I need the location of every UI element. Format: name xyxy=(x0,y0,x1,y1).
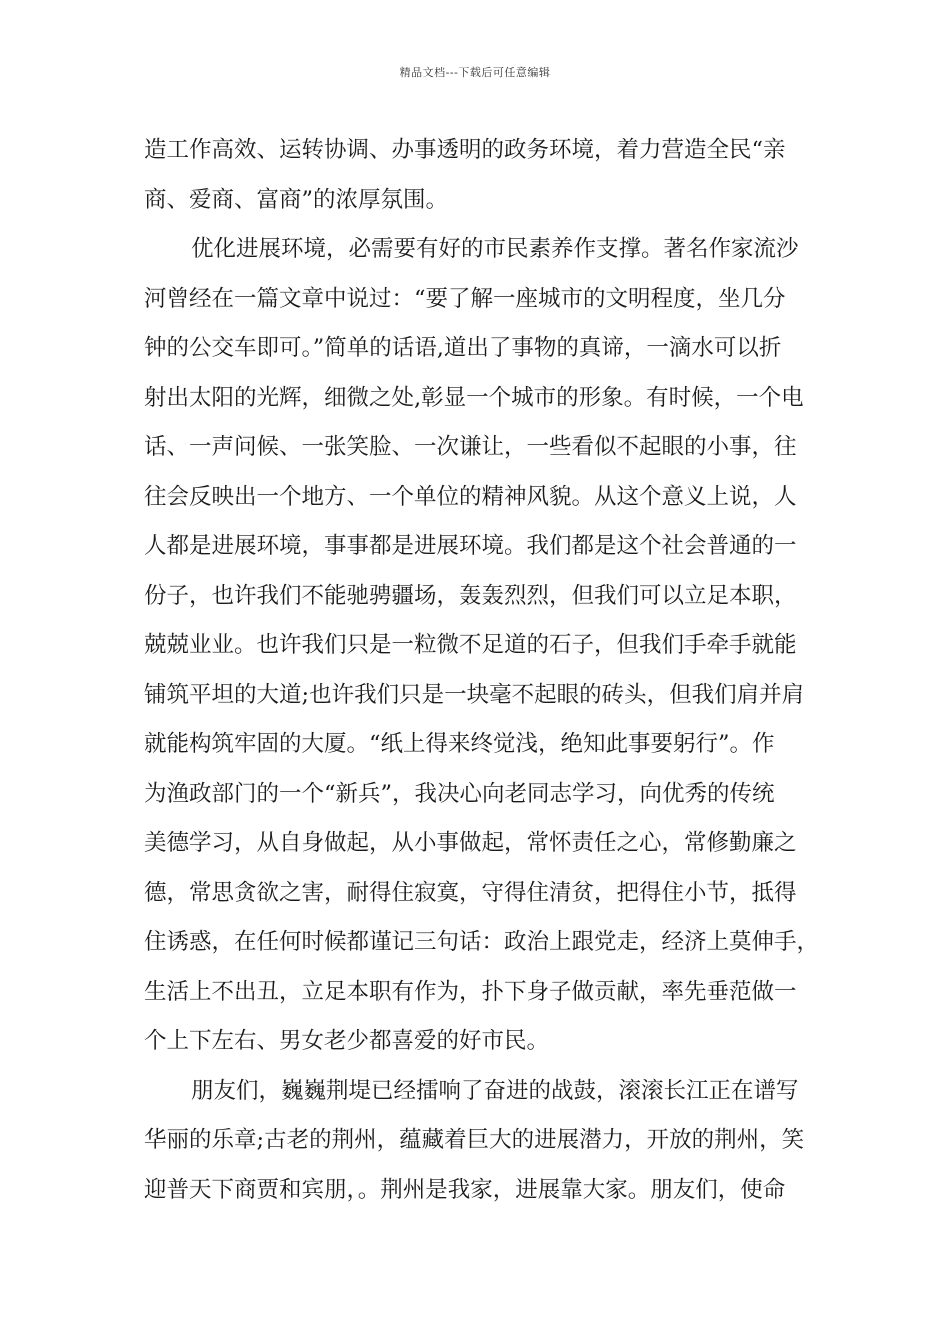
text-line: 德，常思贪欲之害，耐得住寂寞，守得住清贫，把得住小节，抵得 xyxy=(144,879,797,906)
text-line: 美德学习，从自身做起，从小事做起，常怀责任之心，常修勤廉之 xyxy=(144,830,797,856)
text-line: 兢兢业业。也许我们只是一粒微不足道的石子，但我们手牵手就能 xyxy=(144,632,797,658)
text-line: 个上下左右、男女老少都喜爱的好市民。 xyxy=(144,1028,550,1054)
paragraph xyxy=(144,126,814,225)
text-line: 朋友们，巍巍荆堤已经擂响了奋进的战鼓，滚滚长江正在谱写 xyxy=(191,1077,799,1104)
text-line: 人都是进展环境，事事都是进展环境。我们都是这个社会普通的一 xyxy=(144,533,797,559)
text-line: 就能构筑牢固的大厦。“纸上得来终觉浅，绝知此事要躬行”。作 xyxy=(144,731,775,757)
paragraph xyxy=(144,225,820,1067)
text-line: 住诱惑，在任何时候都谨记三句话：政治上跟党走，经济上莫伸手， xyxy=(144,929,820,955)
page-header: 精品文档---下载后可任意编辑 xyxy=(399,66,551,79)
text-line: 话、一声问候、一张笑脸、一次谦让，一些看似不起眼的小事，往 xyxy=(144,434,797,460)
text-line: 优化进展环境，必需要有好的市民素养作支撑。著名作家流沙 xyxy=(191,236,799,262)
text-line: 造工作高效、运转协调、办事透明的政务环境，着力营造全民“亲 xyxy=(144,137,786,163)
text-line: 商、爱商、富商”的浓厚氛围。 xyxy=(144,186,449,213)
text-line: 华丽的乐章;古老的荆州，蕴藏着巨大的进展潜力，开放的荆州，笑 xyxy=(144,1127,805,1153)
text-line: 迎普天下商贾和宾朋，。荆州是我家，进展靠大家。朋友们，使命 xyxy=(144,1176,786,1203)
document-body xyxy=(144,126,820,1215)
text-line: 往会反映出一个地方、一个单位的精神风貌。从这个意义上说，人 xyxy=(144,483,797,510)
text-line: 钟的公交车即可。”简单的话语,道出了事物的真谛，一滴水可以折 xyxy=(144,335,782,361)
paragraph xyxy=(144,1067,814,1216)
text-line: 铺筑平坦的大道;也许我们只是一块毫不起眼的砖头，但我们肩并肩 xyxy=(144,681,805,708)
text-line: 河曾经在一篇文章中说过：“要了解一座城市的文明程度，坐几分 xyxy=(144,285,786,312)
text-line: 射出太阳的光辉，细微之处,彰显一个城市的形象。有时候，一个电 xyxy=(144,384,804,411)
text-line: 生活上不出丑，立足本职有作为，扑下身子做贡献，率先垂范做一 xyxy=(144,978,797,1005)
text-line: 为渔政部门的一个“新兵”，我决心向老同志学习，向优秀的传统 xyxy=(144,780,775,807)
text-line: 份子，也许我们不能驰骋疆场，轰轰烈烈，但我们可以立足本职， xyxy=(144,582,797,609)
